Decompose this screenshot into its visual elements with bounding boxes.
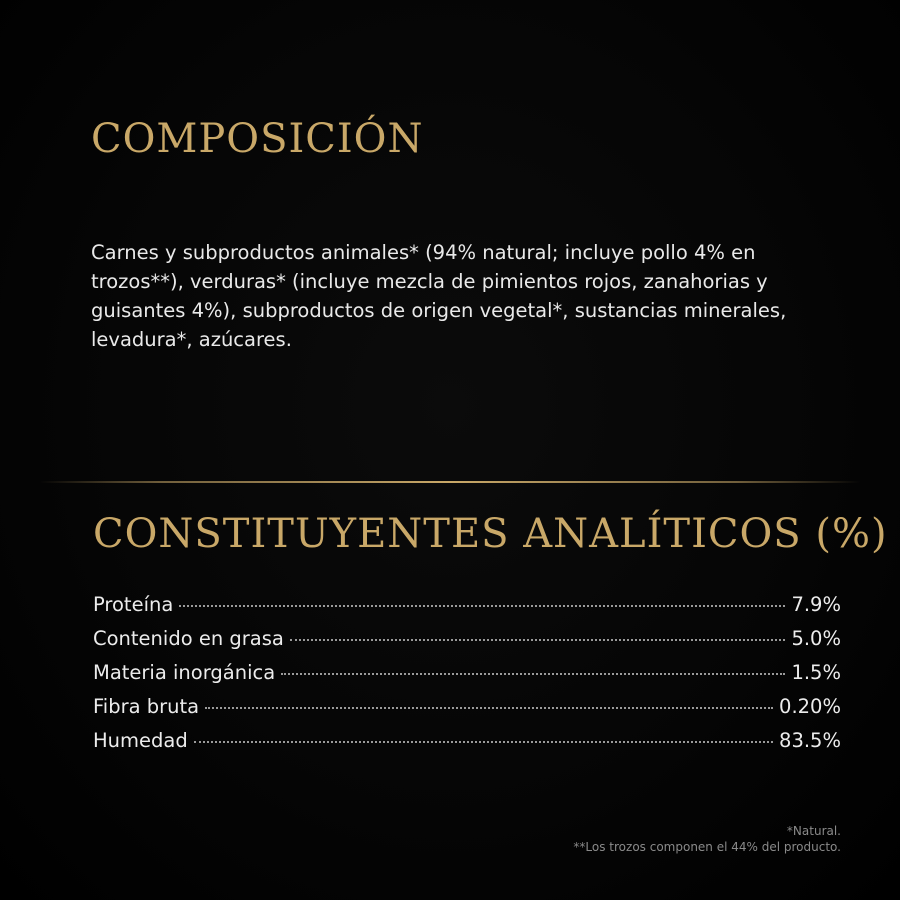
analysis-value: 7.9%: [791, 593, 841, 616]
dot-leader: [290, 639, 786, 641]
dot-leader: [205, 707, 773, 709]
analysis-row-fibra-bruta: [93, 695, 841, 729]
analysis-label: Proteína: [93, 593, 174, 616]
analysis-label: Humedad: [93, 729, 188, 752]
dot-leader: [194, 741, 773, 743]
analysis-label: Materia inorgánica: [93, 661, 276, 684]
analysis-table: [93, 593, 841, 763]
footnote-trozos: **Los trozos componen el 44% del producto.: [573, 840, 841, 854]
footnotes: [573, 823, 841, 855]
analiticos-heading: CONSTITUYENTES ANALÍTICOS (%): [93, 511, 888, 557]
analysis-label: Contenido en grasa: [93, 627, 284, 650]
composicion-text: Carnes y subproductos animales* (94% natural; incluye pollo 4% en trozos**), verduras* (incluye mezcla de pimientos rojos, zanahorias y guisantes 4%), subproductos de origen vegetal*, sustancias minerales, levadura*, azúcares.: [91, 241, 787, 351]
dot-leader: [281, 673, 785, 675]
analysis-value: 83.5%: [779, 729, 841, 752]
analysis-value: 1.5%: [791, 661, 841, 684]
analysis-row-proteina: [93, 593, 841, 627]
analysis-label: Fibra bruta: [93, 695, 200, 718]
analysis-value: 0.20%: [779, 695, 841, 718]
analysis-value: 5.0%: [791, 627, 841, 650]
composicion-heading: COMPOSICIÓN: [91, 116, 424, 162]
analysis-row-humedad: [93, 729, 841, 763]
analysis-row-grasa: [93, 627, 841, 661]
section-divider: [40, 481, 860, 483]
analysis-row-materia-inorganica: [93, 661, 841, 695]
footnote-natural: *Natural.: [786, 824, 841, 838]
dot-leader: [179, 605, 785, 607]
